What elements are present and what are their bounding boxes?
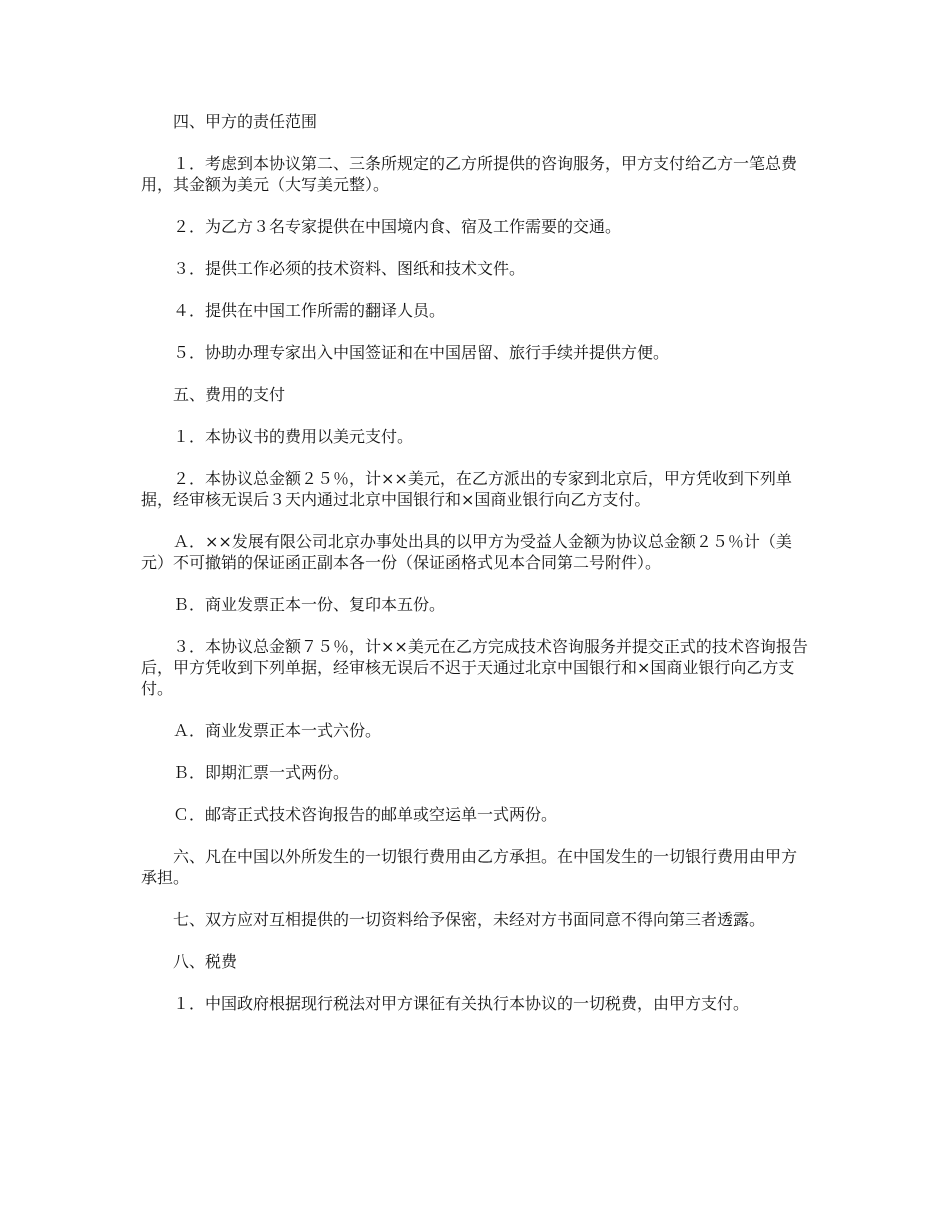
paragraph: １．本协议书的费用以美元支付。: [173, 427, 414, 446]
document-body: [141, 111, 811, 1035]
paragraph: ５．协助办理专家出入中国签证和在中国居留、旅行手续并提供方便。: [173, 343, 670, 362]
paragraph: Ａ．商业发票正本一式六份。: [173, 721, 382, 740]
section-heading-8: 八、税费: [173, 952, 238, 971]
section-heading-7: 七、双方应对互相提供的一切资料给予保密，未经对方书面同意不得向第三者透露。: [173, 910, 766, 929]
section-heading-5: 五、费用的支付: [173, 385, 286, 404]
paragraph: ２．本协议总金额２５％，计××美元，在乙方派出的专家到北京后，甲方凭收到下列单据，经审核无误后３天内通过北京中国银行和×国商业银行向乙方支付。: [141, 469, 792, 509]
paragraph: １．中国政府根据现行税法对甲方课征有关执行本协议的一切税费，由甲方支付。: [173, 994, 750, 1013]
paragraph: Ｃ．邮寄正式技术咨询报告的邮单或空运单一式两份。: [173, 805, 558, 824]
section-heading-6: 六、凡在中国以外所发生的一切银行费用由乙方承担。在中国发生的一切银行费用由甲方承担。: [141, 847, 798, 887]
paragraph: ３．提供工作必须的技术资料、图纸和技术文件。: [173, 259, 526, 278]
paragraph: ２．为乙方３名专家提供在中国境内食、宿及工作需要的交通。: [173, 217, 622, 236]
paragraph: ４．提供在中国工作所需的翻译人员。: [173, 301, 446, 320]
paragraph: １．考虑到本协议第二、三条所规定的乙方所提供的咨询服务，甲方支付给乙方一笔总费用，其金额为美元（大写美元整）。: [141, 154, 798, 194]
section-heading-4: 四、甲方的责任范围: [173, 112, 318, 131]
paragraph: Ｂ．即期汇票一式两份。: [173, 763, 350, 782]
paragraph: Ｂ．商业发票正本一份、复印本五份。: [173, 595, 446, 614]
paragraph: ３．本协议总金额７５％，计××美元在乙方完成技术咨询服务并提交正式的技术咨询报告后，甲方凭收到下列单据，经审核无误后不迟于天通过北京中国银行和×国商业银行向乙方支付。: [141, 637, 808, 698]
paragraph: Ａ．××发展有限公司北京办事处出具的以甲方为受益人金额为协议总金额２５％计（美元）不可撤销的保证函正副本各一份（保证函格式见本合同第二号附件）。: [141, 532, 792, 572]
